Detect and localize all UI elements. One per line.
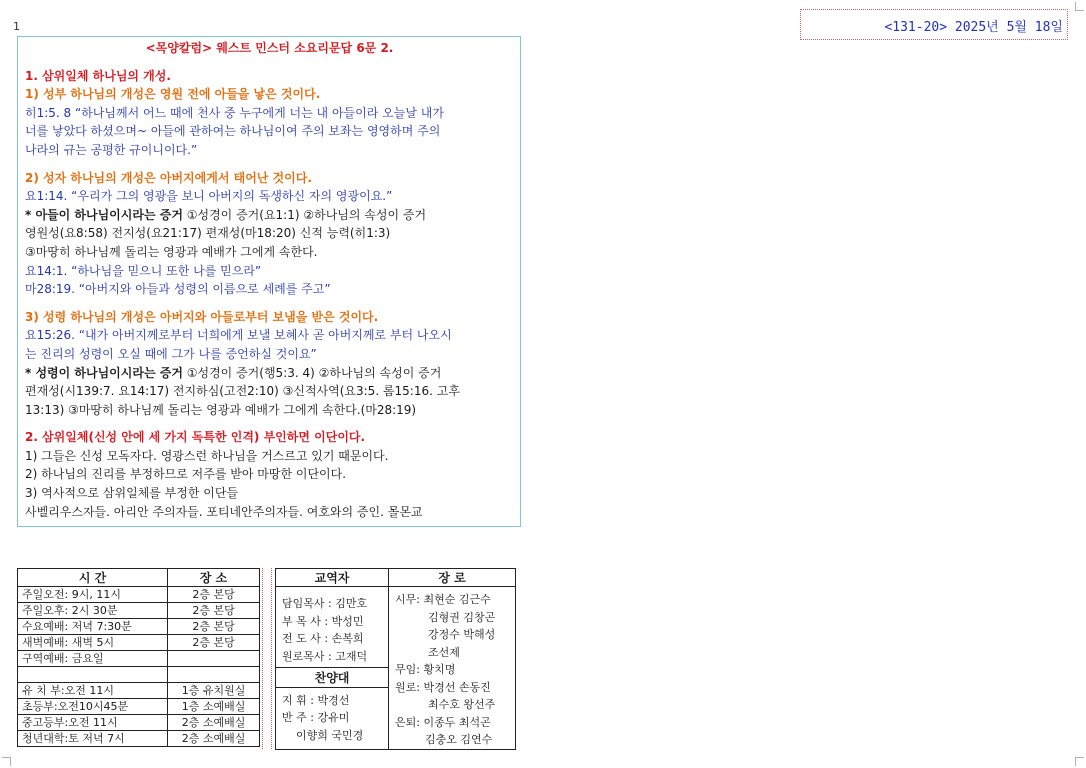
body-line: 13:13) ③마땅히 하나님께 돌리는 영광과 예배가 그에게 속한다.(마28:19)	[25, 402, 417, 417]
table-row: 구역예배: 금요일	[18, 651, 260, 667]
page-number: 1	[13, 20, 20, 33]
table-row: 청년대학:토 저녁 7시 2층 소예배실	[18, 731, 260, 747]
verse-line: 너를 낳았다 하셨으며~ 아들에 관하여는 하나님이여 주의 보좌는 영영하며 주의	[25, 124, 441, 139]
verse-line: 요1:14. “우리가 그의 영광을 보니 아버지의 독생하신 자의 영광이요.”	[25, 189, 393, 204]
list-item: 지 휘 : 박경선	[282, 693, 350, 707]
schedule-header-time: 시 간	[18, 569, 168, 587]
table-row	[18, 667, 260, 683]
list-item: 원로목사 : 고재덕	[282, 649, 368, 663]
table-row: 유 치 부:오전 11시 1층 유치원실	[18, 683, 260, 699]
list-item: 반 주 : 강유미	[282, 711, 350, 725]
list-item: 이향희 국민경	[296, 728, 364, 742]
subsection-heading: 2) 성자 하나님의 개성은 아버지에게서 태어난 것이다.	[25, 170, 312, 185]
verse-line: 요15:26. “내가 아버지께로부터 너희에게 보낼 보혜사 곧 아버지께로 부터 나오시	[25, 328, 452, 343]
body-line: 사벨리우스자들. 아리안 주의자들. 포티네안주의자들. 여호와의 증인. 몰몬교	[25, 504, 423, 519]
schedule-header-place: 장 소	[168, 569, 260, 587]
evidence-line: * 아들이 하나님이시라는 증거 ①성경이 증거(요1:1) ②하나님의 속성이 증거	[25, 207, 427, 222]
list-item: 부 목 사 : 박성민	[282, 614, 364, 628]
list-item: 김형권 김창곤	[428, 610, 496, 624]
ministers-header: 교역자	[276, 569, 389, 587]
list-item: 담임목사 : 김만호	[282, 597, 368, 610]
column-divider	[271, 568, 272, 749]
verse-line: 나라의 규는 공평한 규이니이다.”	[25, 142, 198, 157]
issue-date-box	[800, 9, 1068, 40]
table-row: 주일오전: 9시, 11시 2층 본당	[18, 587, 260, 603]
list-item: 최수호 왕선주	[428, 698, 496, 711]
subsection-heading: 3) 성령 하나님의 개성은 아버지와 아들로부터 보냄을 받은 것이다.	[25, 309, 379, 324]
table-row: 주일오후: 2시 30분 2층 본당	[18, 603, 260, 619]
verse-line: 마28:19. “아버지와 아들과 성령의 이름으로 세례를 주고”	[25, 282, 331, 297]
list-item: 은퇴: 이종두 최석곤	[395, 715, 491, 729]
table-row: 초등부:오전10시45분 1층 소예배실	[18, 699, 260, 715]
list-item: 무임: 황치명	[395, 663, 456, 676]
body-line: 2) 하나님의 진리를 부정하므로 저주를 받아 마땅한 이단이다.	[25, 467, 347, 482]
verse-line: 히1:5. 8 “하나님께서 어느 때에 천사 중 누구에게 너는 내 아들이라 오늘날 내가	[25, 105, 444, 120]
column-divider	[262, 568, 263, 749]
list-item: 시무: 최현순 김근수	[395, 593, 491, 606]
section-heading: 1. 삼위일체 하나님의 개성.	[25, 68, 171, 83]
pastor-column	[17, 36, 521, 527]
list-item: 조선제	[428, 645, 460, 659]
body-line: ③마땅히 하나님께 돌리는 영광과 예배가 그에게 속한다.	[25, 244, 318, 259]
elders-header: 장 로	[389, 569, 516, 587]
elders-list	[389, 587, 516, 750]
list-item: 전 도 사 : 손복희	[282, 632, 364, 645]
body-line: 3) 역사적으로 삼위일체를 부정한 이단들	[25, 486, 239, 501]
table-row: 수요예배: 저녁 7:30분 2층 본당	[18, 619, 260, 635]
table-row: 중고등부:오전 11시 2층 소예배실	[18, 715, 260, 731]
list-item: 강정수 박해성	[428, 628, 496, 641]
subsection-heading: 1) 성부 하나님의 개성은 영원 전에 아들을 낳은 것이다.	[25, 87, 321, 102]
page-corner-mark	[1075, 757, 1084, 766]
issue-date: <131-20> 2025년 5월 18일	[884, 20, 1063, 35]
verse-line: 는 진리의 성령이 오실 때에 그가 나를 증언하실 것이요”	[25, 346, 317, 361]
body-line: 영원성(요8:58) 전지성(요21:17) 편재성(마18:20) 신적 능력(히1:3)	[25, 226, 391, 241]
body-line: 1) 그들은 신성 모독자다. 영광스런 하나님을 거스르고 있기 때문이다.	[25, 448, 389, 463]
ministers-list	[276, 587, 389, 668]
body-line: 편재성(시139:7. 요14:17) 전지하심(고전2:10) ③신적사역(요3:5. 롬15:16. 고후	[25, 384, 460, 399]
list-item: 원로: 박경선 손동진	[395, 680, 491, 694]
section-heading: 2. 삼위일체(신성 안에 세 가지 독특한 인격) 부인하면 이단이다.	[25, 430, 366, 445]
evidence-line: * 성령이 하나님이시라는 증거 ①성경이 증거(행5:3. 4) ②하나님의 속성이 증거	[25, 365, 442, 380]
list-item: 김충오 김연수	[425, 733, 493, 746]
column-title: <목양칼럼> 웨스트 민스터 소요리문답 6문 2.	[145, 41, 394, 55]
verse-line: 요14:1. “하나님을 믿으니 또한 나를 믿으라”	[25, 263, 262, 278]
choir-list	[276, 687, 389, 749]
page-corner-mark	[2, 757, 11, 766]
staff-table	[275, 568, 516, 750]
worship-schedule-table	[17, 568, 260, 747]
page-corner-mark	[1075, 2, 1084, 11]
table-row: 새벽예배: 새벽 5시 2층 본당	[18, 635, 260, 651]
choir-header: 찬양대	[276, 668, 389, 687]
